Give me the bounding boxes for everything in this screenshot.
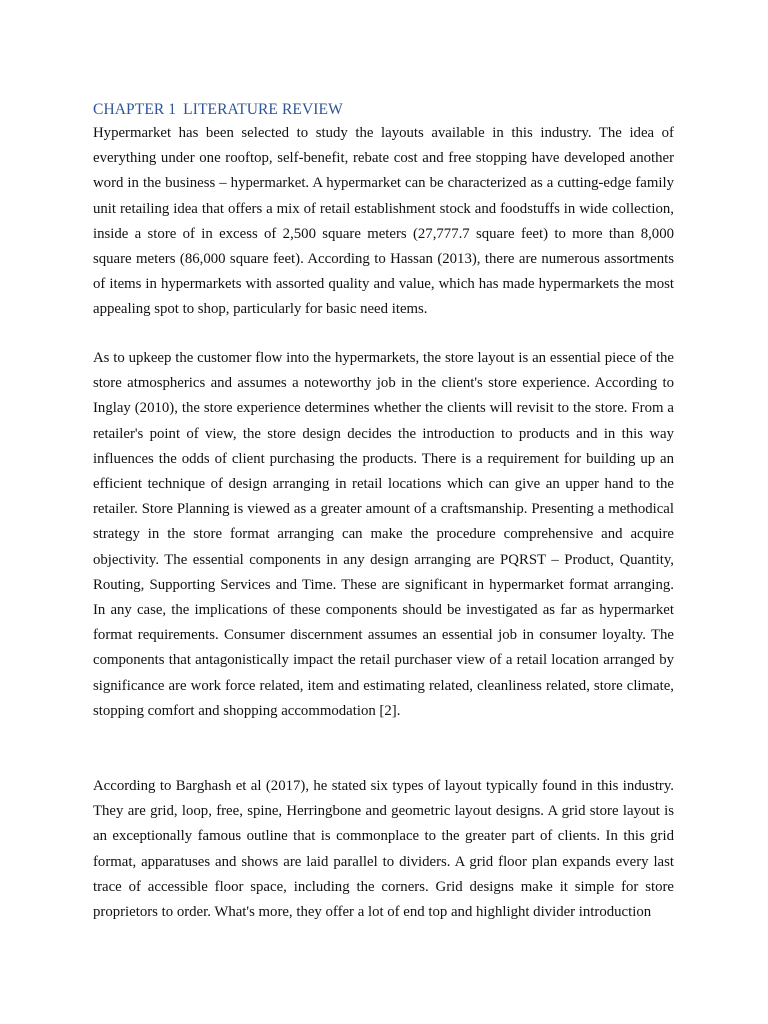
paragraph-layout-types: According to Barghash et al (2017), he stated six types of layout typically found in this industry. They are grid, loop, free, spine, Herringbone and geometric layout designs. A grid store layout is an exceptionally famous outline that is commonplace to the greater part of clients. In this grid format, apparatuses and shows are laid parallel to dividers. A grid floor plan expands every last trace of accessible floor space, including the corners. Grid designs make it simple for store proprietors to order. What's more, they offer a lot of end top and highlight divider introduction — [93, 778, 674, 921]
chapter-heading — [93, 100, 343, 120]
paragraph-store-layout: As to upkeep the customer flow into the hypermarkets, the store layout is an essential piece of the store atmospherics and assumes a noteworthy job in the client's store experience. According to Inglay (2010), the store experience determines whether the clients will revisit to the store. From a retailer's point of view, the store design decides the introduction to products and in this way influences the odds of client purchasing the products. There is a requirement for building up an efficient technique of design arranging in retail locations which can give an upper hand to the retailer. Store Planning is viewed as a greater amount of a craftsmanship. Presenting a methodical strategy in the store format arranging can make the procedure comprehensive and acquire objectivity. The essential components in any design arranging are PQRST – Product, Quantity, Routing, Supporting Services and Time. These are significant in hypermarket format arranging. In any case, the implications of these components should be investigated as far as hypermarket format requirements. Consumer discernment assumes an essential job in consumer loyalty. The components that antagonistically impact the retail purchaser view of a retail location arranged by significance are work force related, item and estimating related, cleanliness related, store climate, stopping comfort and shopping accommodation [2]. — [93, 350, 674, 719]
chapter-number: CHAPTER 1 — [93, 101, 177, 118]
paragraph-intro: Hypermarket has been selected to study the layouts available in this industry. The idea of everything under one rooftop, self-benefit, rebate cost and free stopping have developed another word in the business – hypermarket. A hypermarket can be characterized as a cutting-edge family unit retailing idea that offers a mix of retail establishment stock and foodstuffs in wide collection, inside a store of in excess of 2,500 square meters (27,777.7 square feet) to more than 8,000 square meters (86,000 square feet). According to Hassan (2013), there are numerous assortments of items in hypermarkets with assorted quality and value, which has made hypermarkets the most appealing spot to shop, particularly for basic need items. — [93, 125, 674, 318]
chapter-title: LITERATURE REVIEW — [183, 101, 343, 118]
